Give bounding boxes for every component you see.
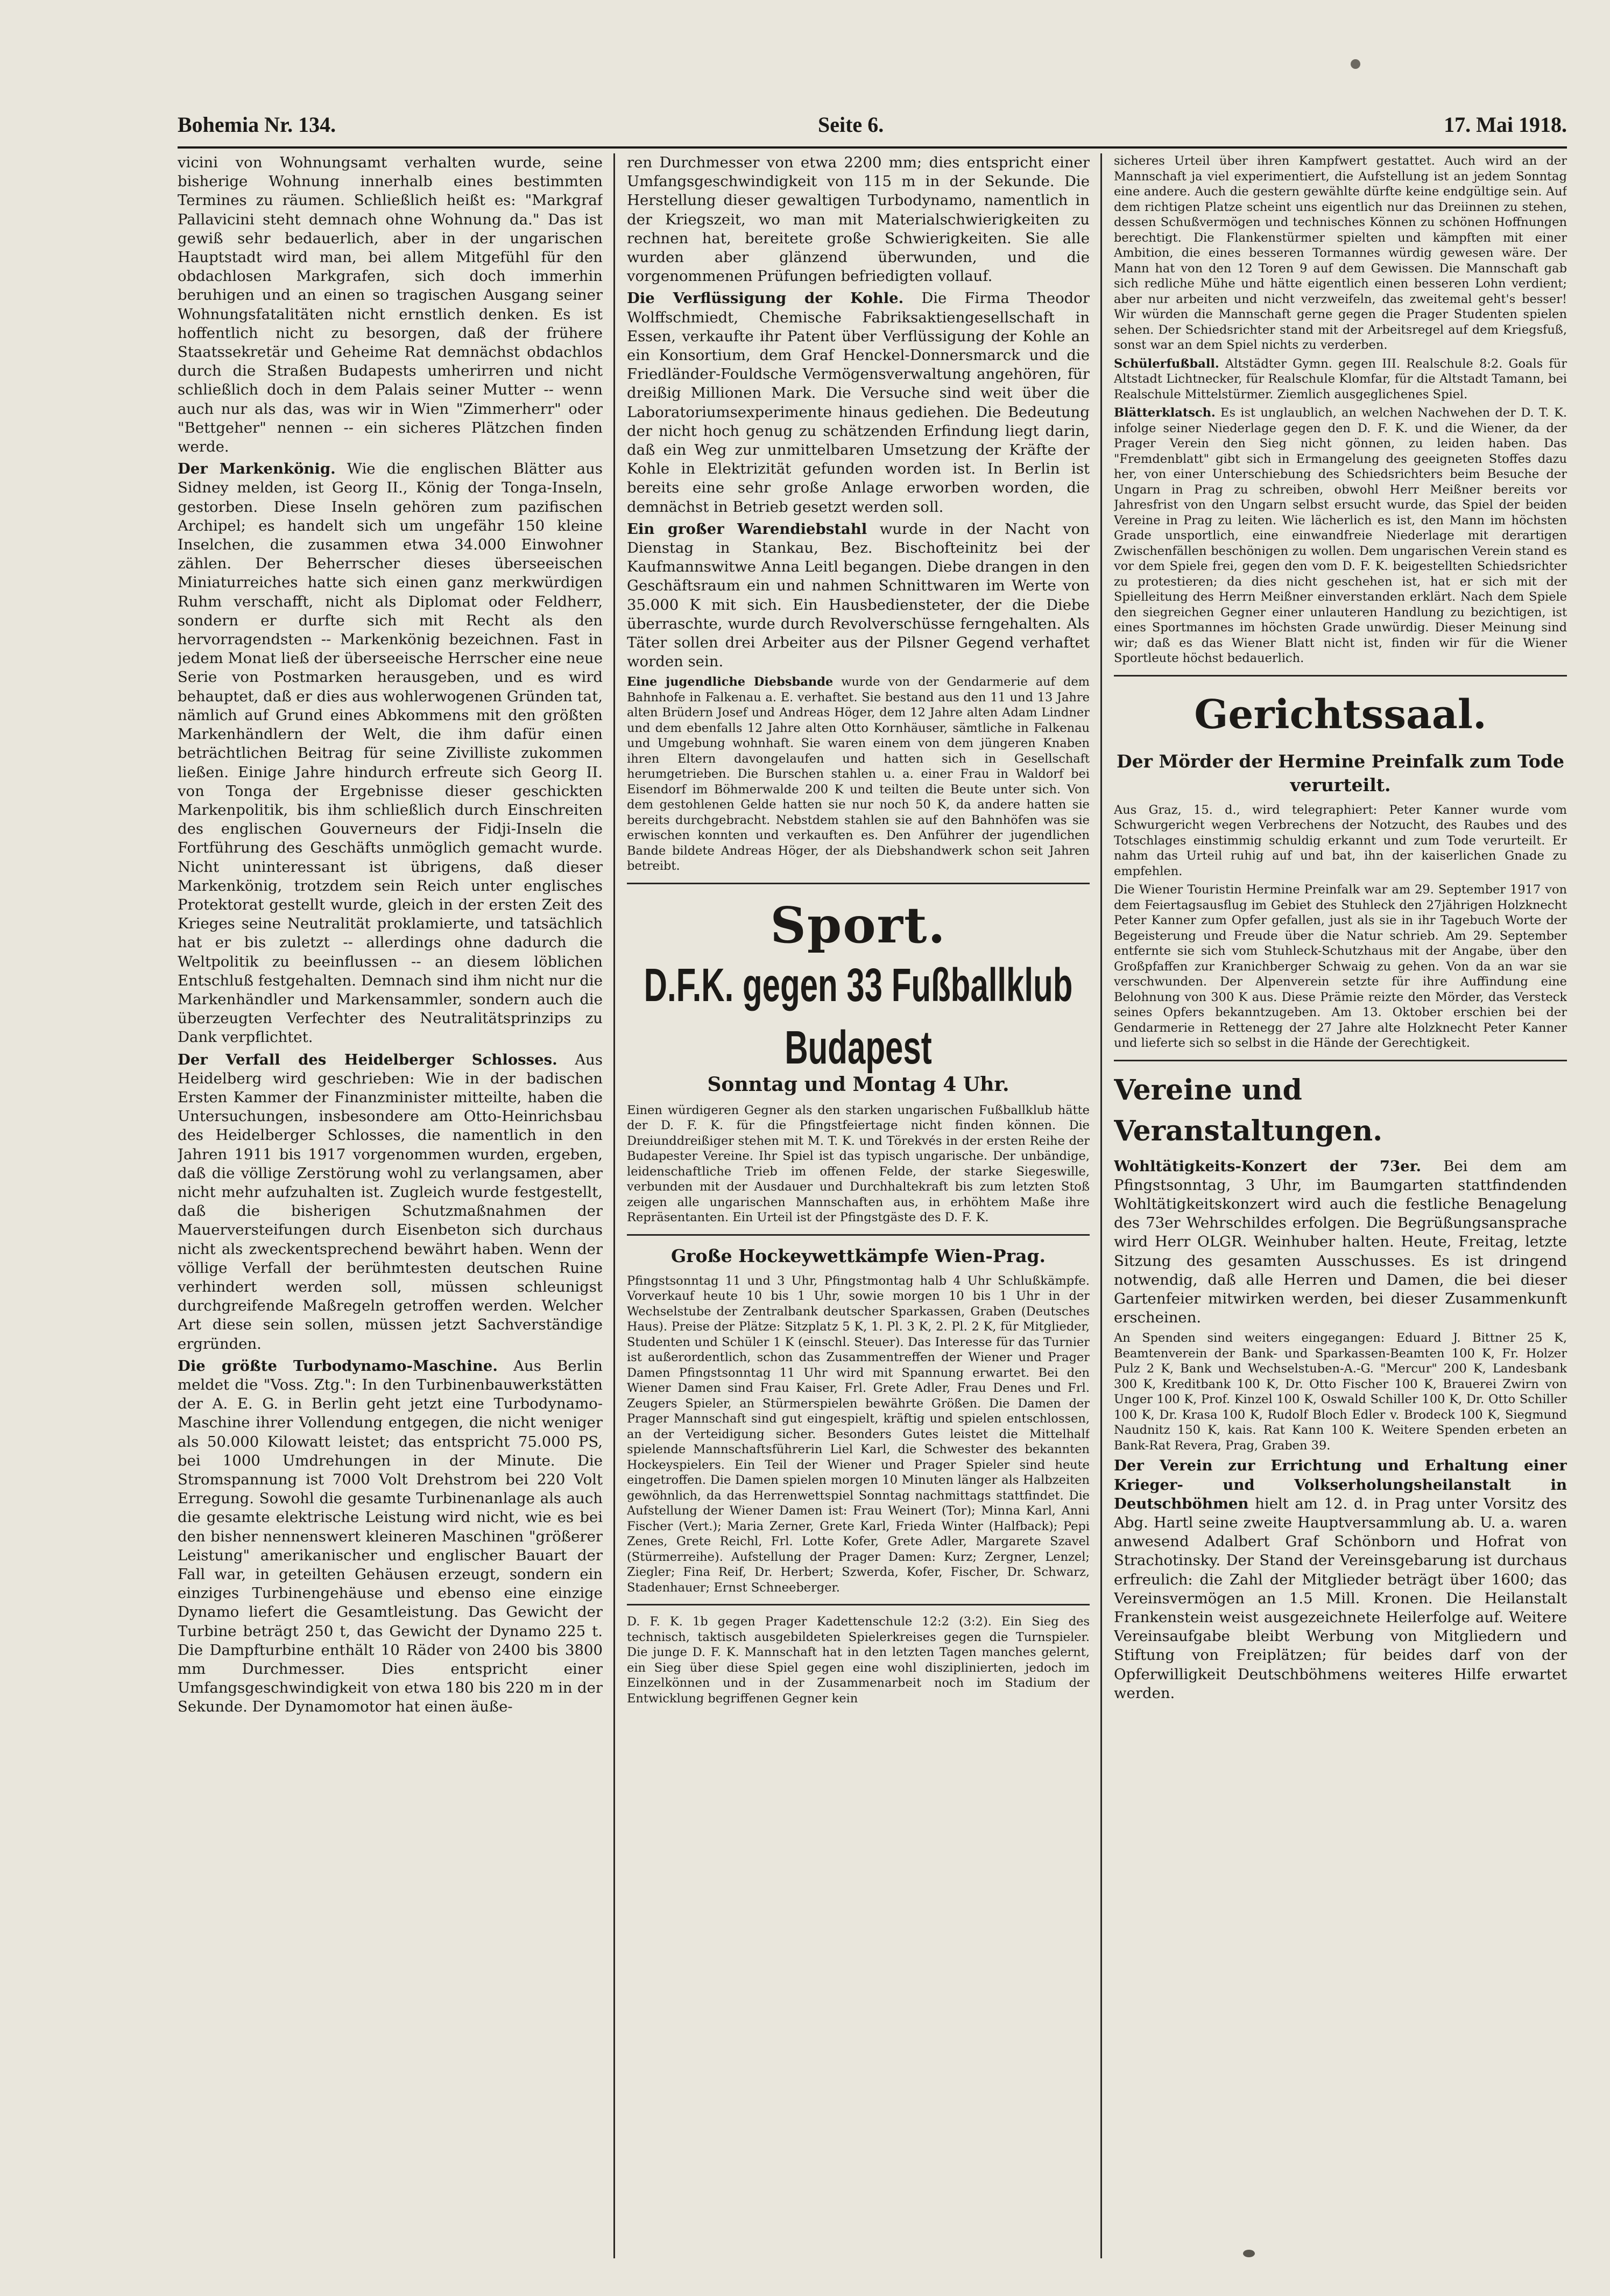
article-text: sicheres Urteil über ihren Kampfwert gestattet. Auch wird an der Mannschaft ja viel experimentiert, die Aufstellung ist an jedem Sonntag eine andere. Auch die gestern gewählte dürfte keine endgültige sein. Auf dem richtigen Platze scheint uns eigentlich nur das Dreiinnen zu stehen, dessen Schußvermögen und technisches Können zu schönen Hoffnungen berechtigt. Die Flankenstürmer spielten und kämpften mit einer Ambition, die eines besseren Tormannes würdig gewesen wäre. Der Mann hat von den 12 Toren 9 auf dem Gewissen. Die Mannschaft gab sich redliche Mühe und hätte eigentlich einen besseren Lohn verdient; aber nur arbeiten und nicht verzweifeln, das zweitemal geht's besser! Wir würden die Mannschaft gerne gegen die Prager Studenten spielen sehen. Der Schiedsrichter stand mit der Arbeitsregel auf dem Kriegsfuß, sonst war an dem Spiel nichts zu verderben. bbox=[1114, 154, 1567, 352]
article-text: Altstädter Gymn. gegen III. Realschule 8:2. Goals für Altstadt Lichtnecker, für Realschule Klomfar, für die Altstadt Tamann, bei Realschule Mittelstürmer. Ziemlich ausgeglichenes Spiel. bbox=[1114, 356, 1567, 402]
match-banner-time: Sonntag und Montag 4 Uhr. bbox=[707, 1073, 1009, 1096]
header-date: 17. Mai 1918. bbox=[1444, 112, 1567, 137]
article-text: Wie die englischen Blätter aus Sidney melden, ist Georg II., König der Tonga-Inseln, gestorben. Diese Inseln gehören zum pazifischen Archipel; es handelt sich um ungefähr 150 kleine Inselchen, die zusammen etwa 34.000 Einwohner zählen. Der Beherrscher dieses überseeischen Miniaturreiches hatte sich einen ganz merkwürdigen Ruhm verschafft, nicht als Diplomat oder Feldherr, sondern er durfte sich mit Recht als den hervorragendsten -- Markenkönig bezeichnen. Fast in jedem Monat ließ der überseeische Herrscher eine neue Serie von Postmarken herausgeben, und es wird behauptet, daß er dies aus wohlerwogenen Gründen tat, nämlich auf Grund eines Abkommens mit den größten Markenhändlern der Welt, die ihm dafür einen beträchtlichen Beitrag für seine Zivilliste zukommen ließen. Einige Jahre hindurch erfreute sich Georg II. von Tonga der Ergebnisse dieser geschickten Markenpolitik, bis ihm schließlich durch Einschreiten des englischen Gouverneurs der Fidji-Inseln die Fortführung des Geschäfts unmöglich gemacht wurde. Nicht uninteressant ist übrigens, daß dieser Markenkönig, trotzdem sein Reich unter englisches Protektorat gestellt wurde, gleich in der ersten Zeit des Krieges seine Neutralität proklamierte, und tatsächlich hat er bis zuletzt -- allerdings ohne dadurch die Weltpolitik zu beeinflussen -- an diesem löblichen Entschluß festgehalten. Demnach sind ihm nicht nur die Markenhändler und Markensammler, sondern auch die überzeugten Verfechter des Neutralitätsprinzips zu Dank verpflichtet. bbox=[178, 460, 603, 1046]
article-kohle bbox=[627, 289, 1090, 516]
article-heading: Blätterklatsch. bbox=[1114, 406, 1216, 420]
article-text: Die Firma Theodor Wolffschmiedt, Chemische Fabriksaktiengesellschaft in Essen, verkaufte ihr Patent über Verflüssigung der Kohle an ein Konsortium, dem Graf Henckel-Donnersmarck und die Friedländer-Fouldsche Vermögensverwaltung angehören, für dreißig Millionen Mark. Die Versuche sind weit über die Laboratoriumsexperimente hinaus gediehen. Die Bedeutung der nicht hoch genug zu schätzenden Erfindung liegt darin, daß ein Weg zur unmittelbaren Umsetzung der Kräfte der Kohle in Elektrizität gefunden worden ist. In Berlin ist bereits eine sehr große Anlage erworben worden, die demnächst in Betrieb gesetzt werden soll. bbox=[627, 290, 1090, 516]
article-diebsbande bbox=[627, 674, 1090, 874]
article-heading: Der Mörder der Hermine Preinfalk zum Tode verurteilt. bbox=[1117, 750, 1564, 795]
article-heading: Schülerfußball. bbox=[1114, 356, 1219, 371]
paper-stain bbox=[1351, 59, 1360, 69]
article-text: D. F. K. 1b gegen Prager Kadettenschule 12:2 (3:2). Ein Sieg des technisch, taktisch ausgebildeten Spielerkreises gegen die Turnspieler. Die junge D. F. K. Mannschaft hat in den letzten Tagen manches gelernt, ein Sieg über diese Spiel gegen eine wohl disziplinierten, jedoch im Einzelkönnen und in der Zusammenarbeit noch im Stadium der Entwicklung begriffenen Gegner kein bbox=[627, 1615, 1090, 1706]
section-rule bbox=[1114, 675, 1567, 677]
header-page-number: Seite 6. bbox=[818, 112, 884, 137]
article-heading: Große Hockeywettkämpfe Wien-Prag. bbox=[670, 1245, 1046, 1266]
article-markenkoenig bbox=[178, 460, 603, 1047]
column-2 bbox=[627, 153, 1090, 2258]
article-paragraph: vicini von Wohnungsamt verhalten wurde, seine bisherige Wohnung innerhalb eines bestimmten Termines zu räumen. Schließlich heißt es: "Markgraf Pallavicini steht demnach ohne Wohnung da." Das ist gewiß sehr bedauerlich, aber in der ungarischen Hauptstadt wird man, bei allem Mitgefühl für den obdachlosen Markgrafen, sich doch immerhin beruhigen und an einen so tragischen Ausgang seiner Wohnungsfatalitäten nicht ernstlich denken. Es ist hoffentlich nicht zu besorgen, daß der frühere Staatssekretär und Geheime Rat demnächst obdachlos durch die Straßen Budapests umherirren und nicht schließlich doch in dem Palais seiner Mutter -- wenn auch nur als das, was wir in Wien "Zimmerherr" oder "Bettgeher" nennen -- ein sicheres Plätzchen finden werde. bbox=[178, 154, 603, 456]
article-heading: Der Markenkönig. bbox=[178, 460, 336, 478]
article-turbodynamo bbox=[178, 1357, 603, 1717]
match-banner: D.F.K. gegen 33 Fußballklub Budapest bbox=[644, 959, 1073, 1074]
section-rule bbox=[627, 883, 1090, 884]
page-header bbox=[178, 108, 1567, 145]
column-divider bbox=[1100, 153, 1102, 2258]
article-warendiebstahl bbox=[627, 520, 1090, 672]
article-verein bbox=[1114, 1456, 1567, 1703]
article-text: Die Wiener Touristin Hermine Preinfalk war am 29. September 1917 von dem Feiertagsausflug im Gebiet des Stuhleck den 27jährigen Holzknecht Peter Kanner zum Opfer gefallen, just als sie in ihr Tagebuch Worte der Begeisterung und Freude über die Natur schrieb. Am 29. September entfernte sie sich vom Stuhleck-Schutzhaus mit der Angabe, über den Großpfaffen zur Kranichberger Schwaig zu gehen. Von da an war sie verschwunden. Der Alpenverein setzte für ihre Auffindung eine Belohnung von 300 K aus. Diese Prämie reizte den Mörder, das Versteck seines Opfers bekanntzugeben. Am 13. Oktober erschien bei der Gendarmerie in Rettenegg der 27 Jahre alte Holzknecht Peter Kanner und lieferte sich so selbst in die Hände der Gerechtigkeit. bbox=[1114, 883, 1567, 1050]
article-text: An Spenden sind weiters eingegangen: Eduard J. Bittner 25 K, Beamtenverein der Bank- und Sparkassen-Beamten 100 K, Fr. Holzer Pulz 2 K, Bank und Wechselstuben-A.-G. "Mercur" 200 K, Landesbank 300 K, Kreditbank 100 K, Dr. Otto Fischer 100 K, Brauerei Zwirn von Unger 100 K, Prof. Kinzel 100 K, Oswald Schiller 100 K, Dr. Otto Schiller 100 K, Dr. Krasa 100 K, Rudolf Bloch Edler v. Brodeck 100 K, Siegmund Naudnitz 150 K, kais. Rat Kann 100 K. Weitere Spenden erbeten an Bank-Rat Revera, Prag, Graben 39. bbox=[1114, 1331, 1567, 1453]
article-text: hielt am 12. d. in Prag unter Vorsitz des Abg. Hartl seine zweite Hauptversammlung ab. U. a. waren anwesend Adalbert Graf Schönborn und Hofrat von Strachotinsky. Der Stand der Vereinsgebarung ist durchaus erfreulich: die Zahl der Mitglieder beträgt über 1600; das Vereinsvermögen an 1.5 Mill. Kronen. Die Heilanstalt Frankenstein weist ausgezeichnete Heilerfolge auf. Weitere Vereinsaufgabe bleibt Werbung von Mitgliedern und Stiftung von Freiplätzen; für beides darf von der Opferwilligkeit Deutschböhmens weiteres Hilfe erwartet werden. bbox=[1114, 1495, 1567, 1702]
article-blaetterklatsch bbox=[1114, 405, 1567, 666]
article-text: Aus Heidelberg wird geschrieben: Wie in der badischen Ersten Kammer der Finanzminister mitteilte, haben die Untersuchungen, insbesondere am Otto-Heinrichsbau des Heidelberger Schlosses, die namentlich in den Jahren 1911 bis 1917 vorgenommen wurden, ergeben, daß die völlige Zerstörung wohl zu verlangsamen, aber nicht mehr aufzuhalten ist. Zugleich wurde festgestellt, daß die bisherigen Schutzmaßnahmen der Mauerversteifungen durch Eisenbeton sich durchaus nicht als zweckentsprechend bewährt haben. Wenn der völlige Verfall der berühmtesten deutschen Ruine verhindert werden soll, müssen schleunigst durchgreifende Maßregeln getroffen werden. Welcher Art diese sein sollen, müssen jetzt Sachverständige ergründen. bbox=[178, 1051, 603, 1353]
section-title-gerichtssaal: Gerichtssaal. bbox=[1194, 691, 1487, 738]
article-text: Aus Graz, 15. d., wird telegraphiert: Peter Kanner wurde vom Schwurgericht wegen Verbrechens der Notzucht, des Raubes und des Totschlages einstimmig schuldig erkannt und zum Tode verurteilt. Er nahm das Urteil ruhig auf und bat, ihn der kaiserlichen Gnade zu empfehlen. bbox=[1114, 802, 1567, 878]
section-rule bbox=[627, 1604, 1090, 1605]
article-text: Pfingstsonntag 11 und 3 Uhr, Pfingstmontag halb 4 Uhr Schlußkämpfe. Vorverkauf heute 10 bis 1 Uhr, sowie morgen 10 bis 1 Uhr in der Wechselstube der Zentralbank deutscher Sparkassen, Graben (Deutsches Haus). Preise der Plätze: Sitzplatz 5 K, 1. Pl. 3 K, 2. Pl. 2 K, für Mitglieder, Studenten und Schüler 1 K (einschl. Steuer). Das Interesse für das Turnier ist außerordentlich, schon das Zusammentreffen der Wiener und Prager Damen Pfingstsonntag 11 Uhr wird mit Spannung erwartet. Bei den Wiener Damen sind Frau Kaiser, Frl. Grete Adler, Frau Denes und Frl. Zeugers Spieler, an Stürmerspielen bewährte Größen. Die Damen der Prager Mannschaft sind gut eingespielt, kräftig und spielen entschlossen, an der Verteidigung sicher. Besonders Gutes leistet die Mittelhalf spielende Mannschaftsführerin Liel Karl, die Schwester des bekannten Hockeyspielers. Ein Teil der Wiener und Prager Spieler sind heute eingetroffen. Die Damen spielen morgen 10 Minuten länger als Halbzeiten gewöhnlich, da das Herrenwettspiel Sonntag nachmittags stattfindet. Die Aufstellung der Wiener Damen ist: Frau Weinert (Tor); Minna Karl, Anni Fischer (Vert.); Maria Zerner, Grete Karl, Frieda Winter (Halfback); Pepi Zenes, Grete Reichl, Frl. Lotte Kofer, Grete Adler, Margarete Szavel (Stürmerreihe). Aufstellung der Prager Damen: Kurz; Zergner, Lenzel; Ziegler; Fina Reif, Dr. Herbert; Szwerda, Kofer, Fischer, Dr. Schwarz, Stadenhauer; Ernst Schneeberger. bbox=[627, 1273, 1090, 1595]
article-heading: Der Verfall des Heidelberger Schlosses. bbox=[178, 1051, 557, 1068]
article-konzert bbox=[1114, 1157, 1567, 1328]
article-heading: Die größte Turbodynamo-Maschine. bbox=[178, 1357, 498, 1375]
column-3 bbox=[1114, 153, 1567, 2258]
column-divider bbox=[613, 153, 615, 2258]
column-1 bbox=[178, 153, 603, 2258]
article-text: wurde von der Gendarmerie auf dem Bahnhofe in Falkenau a. E. verhaftet. Sie bestand aus den 11 und 13 Jahre alten Brüdern Josef und Andreas Höger, dem 12 Jahre alten Adam Lindner und dem ebenfalls 12 Jahre alten Otto Kornhäuser, sämtliche in Falkenau und Umgebung wohnhaft. Sie waren einem von dem jüngeren Knaben ihren Eltern davongelaufen und hatten sich in Gesellschaft herumgetrieben. Die Burschen stahlen u. a. einer Frau in Waldorf bei Eisendorf im Böhmerwalde 200 K und teilten die Beute unter sich. Von dem gestohlenen Gelde hatten sie nur noch 50 K, da andere hatten sie bereits durchgebracht. Nebstdem stahlen sie auf den Bahnhöfen was sie erwischen konnten und verkauften es. Den Anführer der jugendlichen Bande bildete Andreas Höger, der als Diebshandwerk schon seit Jahren betreibt. bbox=[627, 675, 1090, 874]
article-heading: Wohltätigkeits-Konzert der 73er. bbox=[1114, 1157, 1422, 1175]
article-text: Einen würdigeren Gegner als den starken ungarischen Fußballklub hätte der D. F. K. für die Pfingstfeiertage nicht finden können. Die Dreiunddreißiger stehen mit M. T. K. und Törekvés in der ersten Reihe der Budapester Vereine. Ihr Spiel ist das typisch ungarische. Der unbändige, leidenschaftliche Trieb im offenen Felde, der starke Siegeswille, verbunden mit der Ausdauer und Durchhaltekraft bis zum letzten Stoß zeigen alle ungarischen Mannschaften aus, in erhöhtem Maße ihre Repräsentanten. Ein Urteil ist der Pfingstgäste des D. F. K. bbox=[627, 1103, 1090, 1225]
header-rule bbox=[178, 146, 1567, 149]
article-text: Aus Berlin meldet die "Voss. Ztg.": In den Turbinenbauwerkstätten der A. E. G. in Berlin geht jetzt eine Turbodynamo-Maschine ihrer Vollendung entgegen, die nicht weniger als 50.000 Kilowatt leistet; das entspricht 75.000 PS, bei 1000 Umdrehungen in der Minute. Die Stromspannung ist 7000 Volt Drehstrom bei 220 Volt Erregung. Sowohl die gesamte Turbinenanlage als auch die gesamte elektrische Leistung wird nicht, wie es bei den bisher nennenswert kleineren Maschinen "größerer Leistung" amerikanischer und englischer Bauart der Fall war, in geteilten Gehäusen erzeugt, sondern ein einziges Turbinengehäuse und ebenso eine einzige Dynamo liefert die Gesamtleistung. Das Gewicht der Turbine beträgt 250 t, das Gewicht der Dynamo 225 t. Die Dampfturbine enthält 10 Räder von 2400 bis 3800 mm Durchmesser. Dies entspricht einer Umfangsgeschwindigkeit von etwa 180 bis 220 m in der Sekunde. Der Dynamomotor hat einen äuße- bbox=[178, 1357, 603, 1716]
article-schuelerfussball bbox=[1114, 356, 1567, 403]
section-rule bbox=[627, 1234, 1090, 1236]
header-masthead: Bohemia Nr. 134. bbox=[178, 112, 336, 137]
article-text: Bei dem am Pfingstsonntag, 3 Uhr, im Baumgarten stattfindenden Wohltätigkeitskonzert wird auch die festliche Benagelung des 73er Wehrschildes erfolgen. Die Begrüßungsansprache wird Herr OLGR. Weinhuber halten. Heute, Freitag, letzte Sitzung des gesamten Ausschusses. Es ist dringend notwendig, daß alle Herren und Damen, die bei dieser Gartenfeier mitwirken werden, bei dieser Zusammenkunft erscheinen. bbox=[1114, 1157, 1567, 1327]
section-title-vereine: Vereine und Veranstaltungen. bbox=[1114, 1073, 1383, 1147]
article-heading: Eine jugendliche Diebsbande bbox=[627, 675, 834, 689]
section-title-sport: Sport. bbox=[770, 896, 947, 954]
article-heading: Der Verein zur Errichtung und Erhaltung einer Krieger- und Volkserholungsheilanstalt in Deutschböhmen bbox=[1114, 1457, 1567, 1512]
article-heidelberg bbox=[178, 1051, 603, 1354]
article-heading: Die Verflüssigung der Kohle. bbox=[627, 290, 904, 307]
article-text: Es ist unglaublich, an welchen Nachwehen der D. T. K. infolge seiner Niederlage gegen den D. F. K. und die Wiener, da der Prager Verein den Sieg nicht gönnen, zu leiden haben. Das "Fremdenblatt" gibt sich in Ermangelung des geeigneten Stoffes dazu her, von einer Unterschiebung des Schiedsrichters beim Besuche der Ungarn in Prag zu schreiben, obwohl Herr Meißner bereits vor Jahresfrist von den Ungarn selbst ersucht wurde, das Spiel der beiden Vereine in Prag zu leiten. Wie lächerlich es ist, den Mann im höchsten Grade unsportlich, eine einwandfreie Niederlage mit derartigen Zwischenfällen beschönigen zu wollen. Dem ungarischen Verein stand es vor dem Spiele frei, gegen den vom D. F. K. beigestellten Schiedsrichter zu protestieren; da dies nicht geschehen ist, hat er sich mit der Spielleitung des Herrn Meißner einverstanden erklärt. Nach dem Spiele den siegreichen Gegner einer unlauteren Handlung zu bezichtigen, ist eines Sportmannes im höchsten Grade unwürdig. Dieser Meinung sind wir; daß es das Wiener Blatt nicht ist, finden wir für die Wiener Sportleute höchst bedauerlich. bbox=[1114, 406, 1567, 665]
article-text: wurde in der Nacht von Dienstag in Stankau, Bez. Bischofteinitz bei der Kaufmannswitwe Anna Leitl begangen. Diebe drangen in den Geschäftsraum ein und nahmen Schnittwaren im Werte von 35.000 K mit sich. Ein Hausbediensteter, der die Diebe überraschte, wurde durch Revolverschüsse ferngehalten. Als Täter sollen drei Arbeiter aus der Pilsner Gegend verhaftet worden sein. bbox=[627, 520, 1090, 671]
section-rule bbox=[1114, 1060, 1567, 1061]
article-heading: Ein großer Warendiebstahl bbox=[627, 520, 867, 538]
article-paragraph: ren Durchmesser von etwa 2200 mm; dies entspricht einer Umfangsgeschwindigkeit von 115 m in der Sekunde. Die Herstellung dieser gewaltigen Turbodynamo, namentlich in der Kriegszeit, wo man mit Materialschwierigkeiten zu rechnen hat, bereitete große Schwierigkeiten. Sie alle wurden aber glänzend überwunden, und die vorgenommenen Prüfungen befriedigten vollauf. bbox=[627, 154, 1090, 285]
